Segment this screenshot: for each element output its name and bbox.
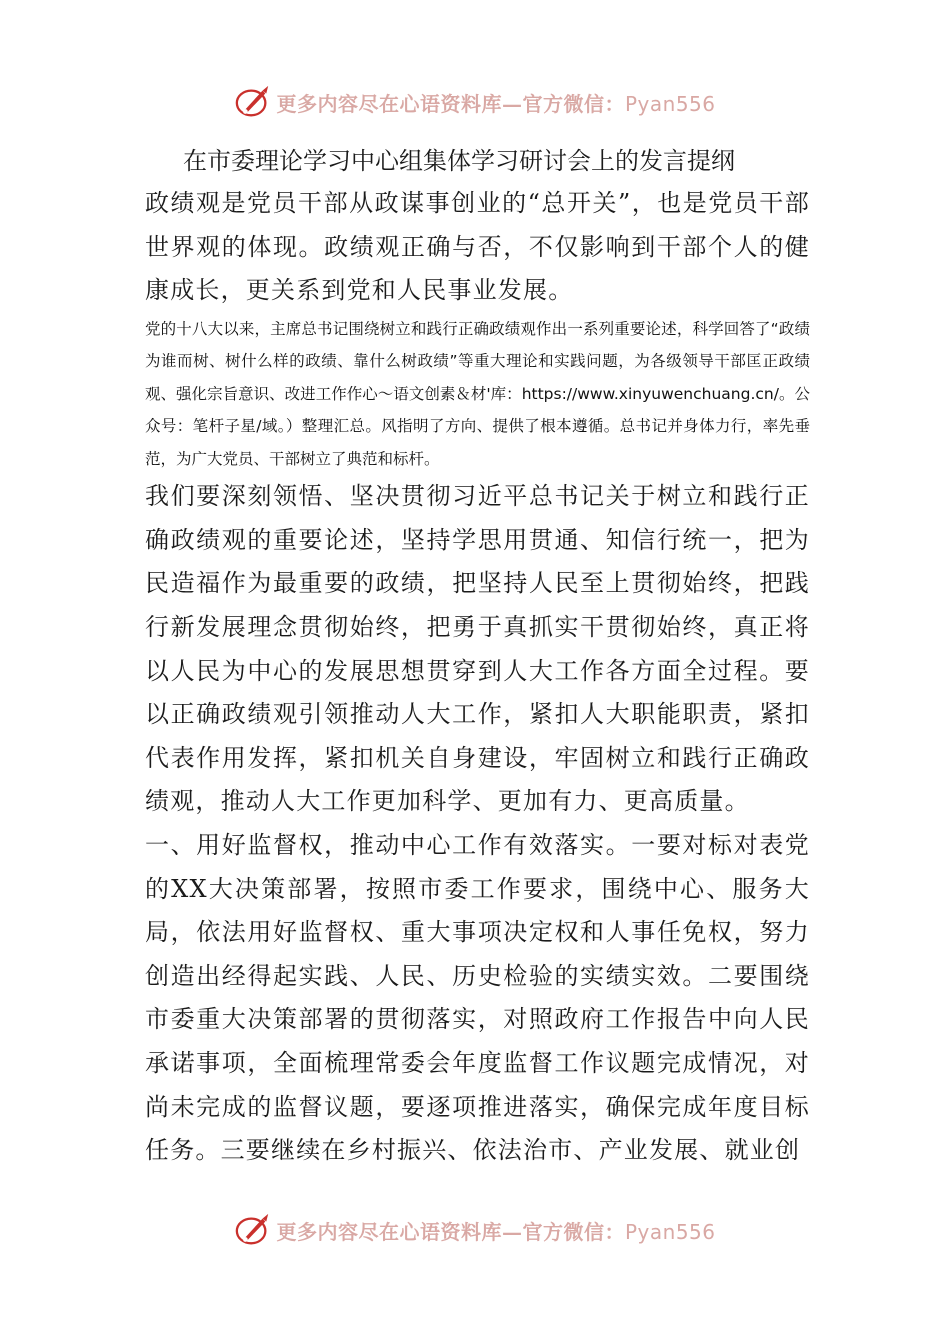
banner-text: 更多内容尽在心语资料库—官方微信：Pyan556 [276,1219,716,1244]
banner-text: 更多内容尽在心语资料库—官方微信：Pyan556 [276,91,716,116]
section-one-paragraph: 一、用好监督权，推动中心工作有效落实。一要对标对表党的XX大决策部署，按照市委工作要求，围绕中心、服务大局，依法用好监督权、重大事项决定权和人事任免权，努力创造出经得起实践、人民、历史检验的实绩实效。二要围绕市委重大决策部署的贯彻落实，对照政府工作报告中向人民承诺事项，全面梳理常委会年度监督工作议题完成情况，对尚未完成的监督议题，要逐项推进落实，确保完成年度目标任务。三要继续在乡村振兴、依法治市、产业发展、就业创 [145,831,810,1165]
quote-paragraph: 党的十八大以来，主席总书记围绕树立和践行正确政绩观作出一系列重要论述，科学回答了“政绩为谁而树、树什么样的政绩、靠什么树政绩”等重大理论和实践问题，为各级领导干部匡正政绩观、强化宗旨意识、改进工作作心～语文创素＆材'库：https://www.xinyuwenchuang.cn/。公众号：笔杆子星/域。）整理汇总。风指明了方向、提供了根本遵循。总书记并身体力行，率先垂范，为广大党员、干部树立了典范和标杆。 [145,319,810,468]
document-title: 在市委理论学习中心组集体学习研讨会上的发言提纲 [183,147,735,175]
wechat-id: Pyan556 [624,91,716,116]
intro-paragraph: 政绩观是党员干部从政谋事创业的“总开关”，也是党员干部世界观的体现。政绩观正确与否，不仅影响到干部个人的健康成长，更关系到党和人民事业发展。 [145,189,810,305]
pen-quill-logo-icon [234,83,272,121]
header-watermark-banner [0,82,950,122]
footer-watermark-banner [0,1210,950,1250]
wechat-id: Pyan556 [624,1219,716,1244]
document-body [145,140,810,1173]
pen-quill-logo-icon [234,1211,272,1249]
body-paragraph: 我们要深刻领悟、坚决贯彻习近平总书记关于树立和践行正确政绩观的重要论述，坚持学思用贯通、知信行统一，把为民造福作为最重要的政绩，把坚持人民至上贯彻始终，把践行新发展理念贯彻始终，把勇于真抓实干贯彻始终，真正将以人民为中心的发展思想贯穿到人大工作各方面全过程。要以正确政绩观引领推动人大工作，紧扣人大职能职责，紧扣代表作用发挥，紧扣机关自身建设，牢固树立和践行正确政绩观，推动人大工作更加科学、更加有力、更高质量。 [145,482,810,816]
